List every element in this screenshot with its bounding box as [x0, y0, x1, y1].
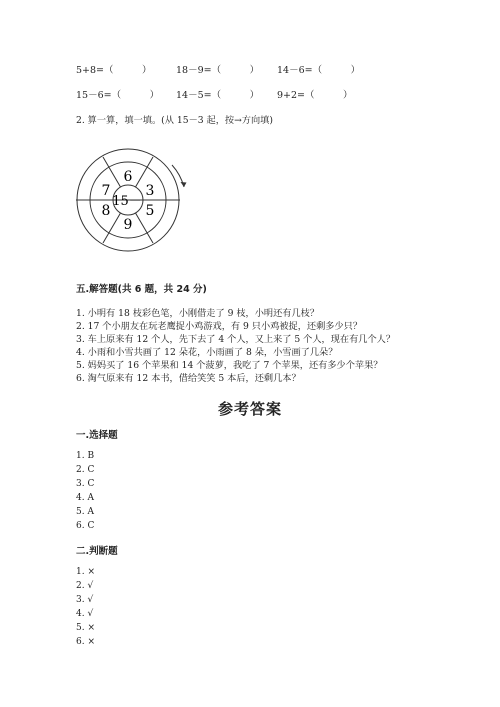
answer-item: 3. C [76, 479, 95, 489]
wheel-number-lower-left: 8 [101, 203, 111, 219]
number-wheel-diagram [76, 143, 200, 257]
question-5: 5. 妈妈买了 16 个苹果和 14 个菠萝，我吃了 7 个苹果，还有多少个苹果？ [76, 360, 383, 371]
wheel-center-label: 15－ [112, 194, 142, 209]
answers-part1-heading: 一.选择题 [76, 430, 118, 441]
answer-item: 6. × [76, 637, 95, 647]
wheel-number-bottom: 9 [123, 217, 133, 233]
equation-1: 5+8=（ ） [76, 65, 152, 76]
wheel-number-lower-right: 5 [145, 203, 155, 219]
answer-item: 2. C [76, 465, 95, 475]
equation-3: 14－6=（ ） [277, 65, 361, 76]
wheel-number-upper-left: 7 [101, 183, 111, 199]
question-6: 6. 淘气原来有 12 本书，借给笑笑 5 本后，还剩几本？ [76, 373, 301, 384]
section5-heading: 五.解答题(共 6 题，共 24 分) [76, 284, 207, 295]
equation-6: 9+2=（ ） [277, 90, 353, 101]
answers-part2-heading: 二.判断题 [76, 546, 118, 557]
task2-instruction: 2. 算一算，填一填。(从 15－3 起，按→方向填) [76, 115, 273, 126]
answer-item: 4. A [76, 493, 94, 503]
question-4: 4. 小雨和小雪共画了 12 朵花，小雨画了 8 朵，小雪画了几朵？ [76, 347, 338, 358]
answer-item: 2. √ [76, 581, 94, 591]
answer-item: 6. C [76, 521, 95, 531]
answer-key-title: 参考答案 [217, 400, 282, 418]
question-3: 3. 车上原来有 12 个人，先下去了 4 个人，又上来了 5 个人，现在有几个人？ [76, 334, 396, 345]
wheel-number-upper-right: 3 [145, 183, 155, 199]
question-2: 2. 17 个小朋友在玩老鹰捉小鸡游戏，有 9 只小鸡被捉，还剩多少只？ [76, 321, 363, 332]
answer-item: 1. × [76, 567, 95, 577]
wheel-number-top: 6 [123, 169, 133, 185]
answer-item: 1. B [76, 451, 95, 461]
equation-4: 15－6=（ ） [76, 90, 160, 101]
equation-5: 14－5=（ ） [176, 90, 260, 101]
answer-item: 5. A [76, 507, 94, 517]
equation-2: 18－9=（ ） [176, 65, 260, 76]
question-1: 1. 小明有 18 枝彩色笔，小刚借走了 9 枝，小明还有几枝？ [76, 308, 320, 319]
answer-item: 4. √ [76, 609, 94, 619]
answer-item: 3. √ [76, 595, 94, 605]
answer-item: 5. × [76, 623, 95, 633]
